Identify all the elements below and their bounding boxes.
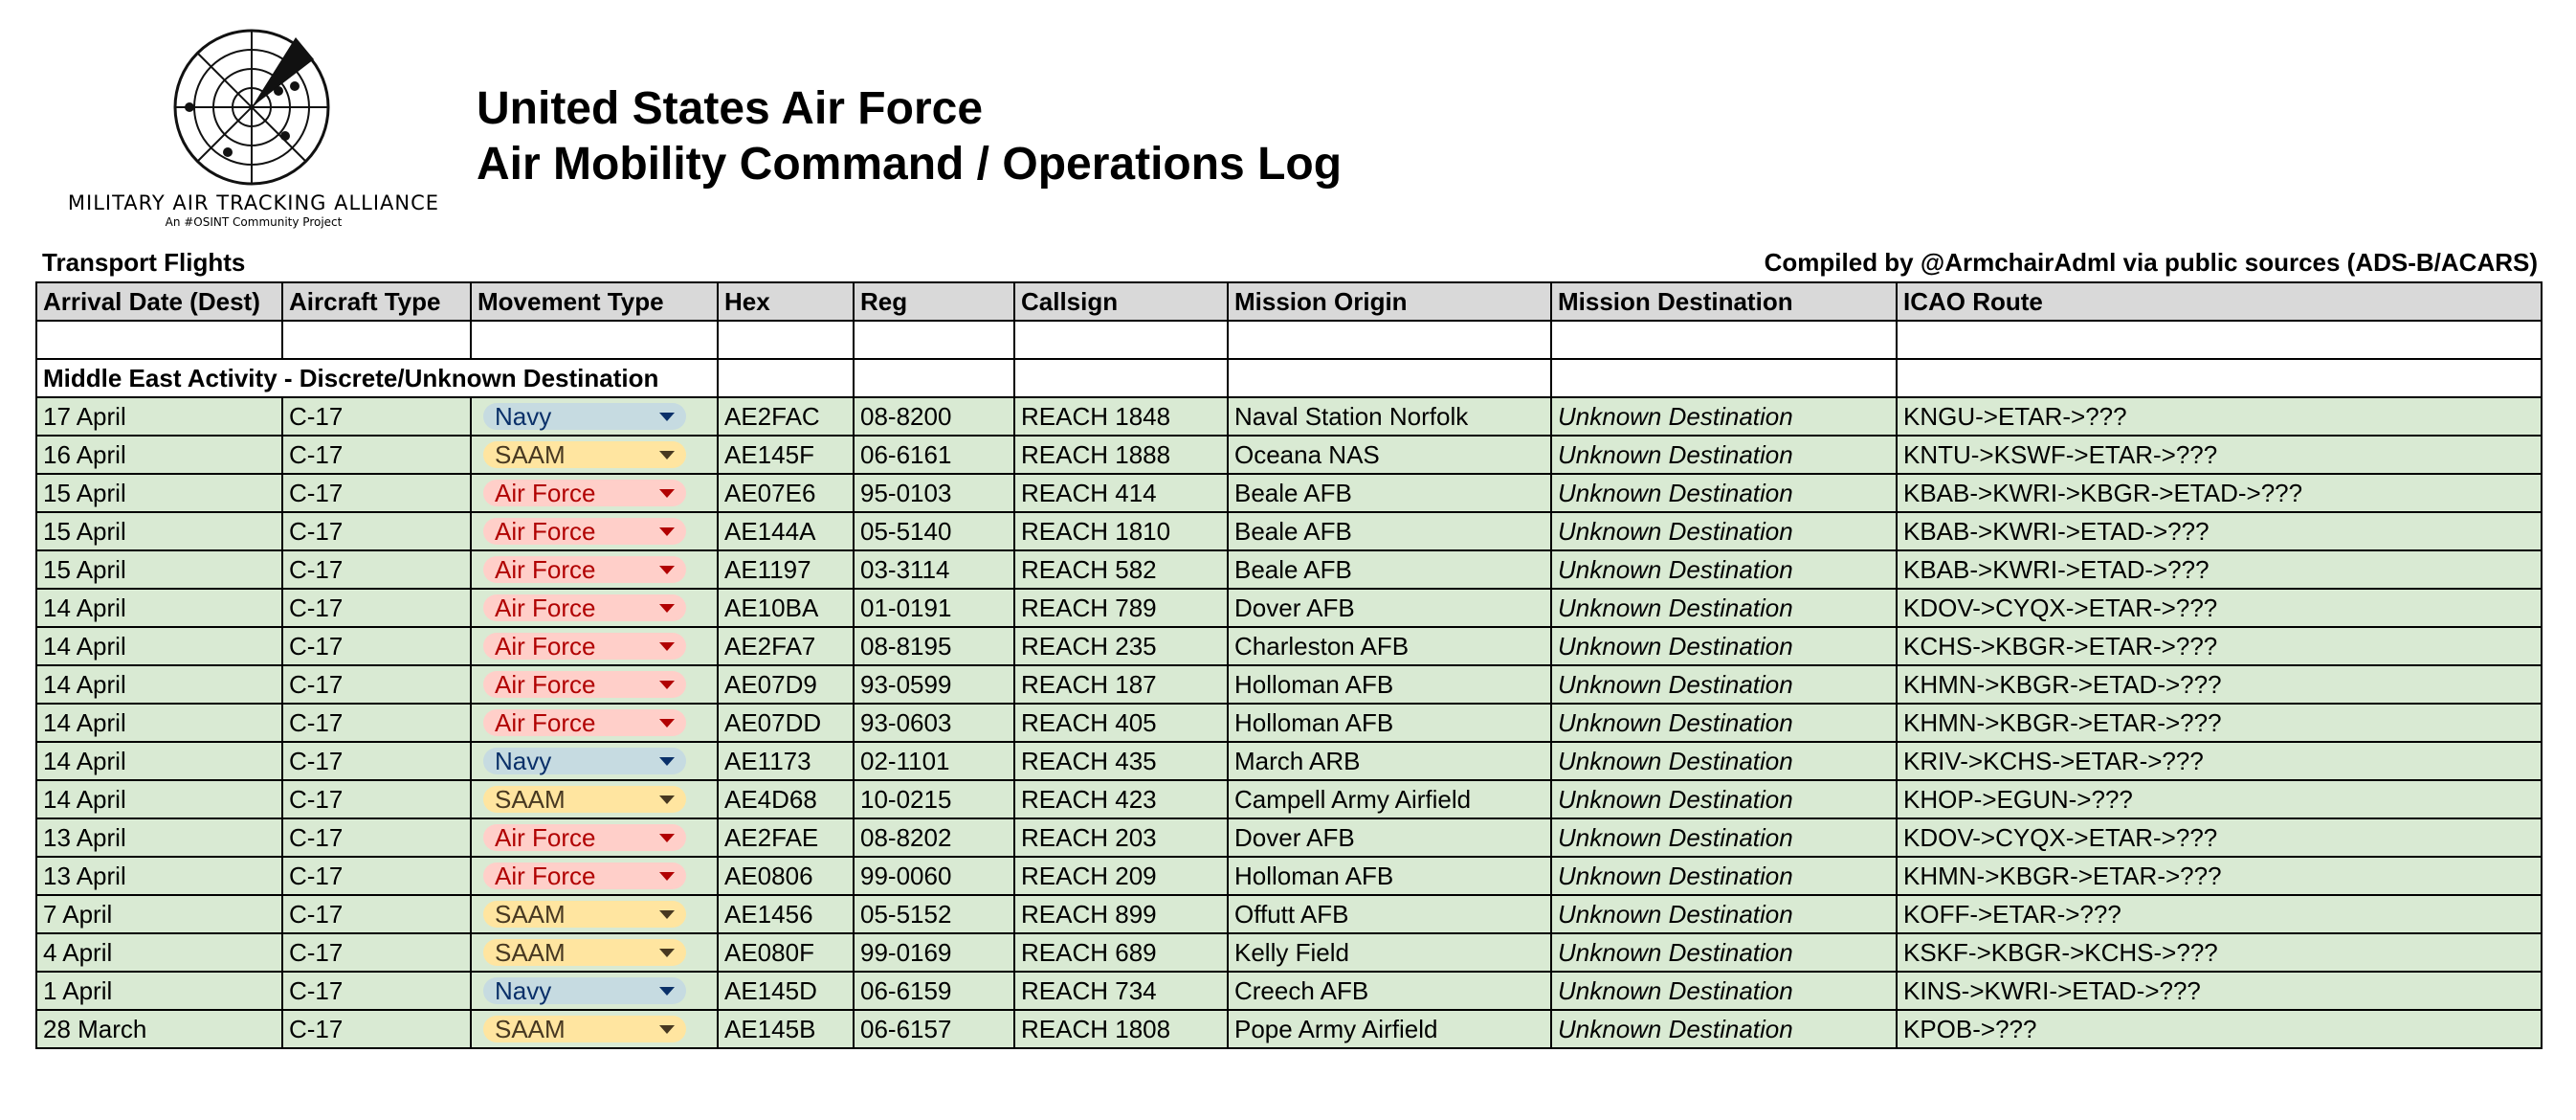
- movement-type-dropdown[interactable]: [483, 939, 686, 966]
- dest-cell[interactable]: Unknown Destination: [1551, 397, 1897, 436]
- movement-type-label: Navy: [495, 401, 552, 431]
- movement-type-dropdown[interactable]: [483, 480, 686, 506]
- callsign-cell[interactable]: REACH 405: [1014, 704, 1228, 742]
- dest-cell[interactable]: Unknown Destination: [1551, 818, 1897, 857]
- column-header[interactable]: Aircraft Type: [282, 282, 471, 321]
- hex-cell[interactable]: AE2FAE: [718, 818, 854, 857]
- hex-cell[interactable]: AE10BA: [718, 589, 854, 627]
- movement-type-label: Air Force: [495, 516, 596, 546]
- route-cell[interactable]: KNGU->ETAR->???: [1897, 397, 2542, 436]
- route-cell[interactable]: KHMN->KBGR->ETAR->???: [1897, 704, 2542, 742]
- hex-cell[interactable]: AE145D: [718, 972, 854, 1010]
- date-cell[interactable]: 14 April: [36, 704, 282, 742]
- hex-cell[interactable]: AE2FAC: [718, 397, 854, 436]
- section-label: Transport Flights: [42, 248, 246, 277]
- dropdown-arrow-icon[interactable]: [659, 834, 675, 842]
- column-header[interactable]: Movement Type: [471, 282, 718, 321]
- column-header[interactable]: Reg: [854, 282, 1014, 321]
- movement-type-cell[interactable]: [471, 857, 718, 895]
- cell[interactable]: [1228, 359, 1551, 397]
- date-cell[interactable]: 14 April: [36, 780, 282, 818]
- type-cell[interactable]: C-17: [282, 780, 471, 818]
- cell[interactable]: [1228, 321, 1551, 359]
- hex-cell[interactable]: AE1456: [718, 895, 854, 933]
- reg-cell[interactable]: 08-8202: [854, 818, 1014, 857]
- type-cell[interactable]: C-17: [282, 704, 471, 742]
- cell[interactable]: [1551, 321, 1897, 359]
- movement-type-cell[interactable]: [471, 704, 718, 742]
- movement-type-dropdown[interactable]: [483, 748, 686, 774]
- table-row: [36, 818, 2542, 857]
- column-header[interactable]: Mission Origin: [1228, 282, 1551, 321]
- callsign-cell[interactable]: REACH 1810: [1014, 512, 1228, 550]
- origin-cell[interactable]: Holloman AFB: [1228, 665, 1551, 704]
- type-cell[interactable]: C-17: [282, 627, 471, 665]
- route-cell[interactable]: KDOV->CYQX->ETAR->???: [1897, 589, 2542, 627]
- reg-cell[interactable]: 99-0169: [854, 933, 1014, 972]
- origin-cell[interactable]: Holloman AFB: [1228, 704, 1551, 742]
- reg-cell[interactable]: 01-0191: [854, 589, 1014, 627]
- movement-type-dropdown[interactable]: [483, 862, 686, 889]
- movement-type-dropdown[interactable]: [483, 671, 686, 698]
- origin-cell[interactable]: Charleston AFB: [1228, 627, 1551, 665]
- column-header[interactable]: Mission Destination: [1551, 282, 1897, 321]
- reg-cell[interactable]: 02-1101: [854, 742, 1014, 780]
- movement-type-dropdown[interactable]: [483, 1016, 686, 1042]
- table-row: [36, 857, 2542, 895]
- page-title-line1: United States Air Force: [477, 83, 984, 134]
- origin-cell[interactable]: Beale AFB: [1228, 474, 1551, 512]
- route-cell[interactable]: KHMN->KBGR->ETAR->???: [1897, 857, 2542, 895]
- hex-cell[interactable]: AE07DD: [718, 704, 854, 742]
- dest-cell[interactable]: Unknown Destination: [1551, 1010, 1897, 1048]
- hex-cell[interactable]: AE080F: [718, 933, 854, 972]
- movement-type-dropdown[interactable]: [483, 518, 686, 545]
- reg-cell[interactable]: 05-5140: [854, 512, 1014, 550]
- movement-type-cell[interactable]: [471, 742, 718, 780]
- date-cell[interactable]: 14 April: [36, 627, 282, 665]
- movement-type-cell[interactable]: [471, 627, 718, 665]
- callsign-cell[interactable]: REACH 1848: [1014, 397, 1228, 436]
- movement-type-dropdown[interactable]: [483, 977, 686, 1004]
- dest-cell[interactable]: Unknown Destination: [1551, 857, 1897, 895]
- movement-type-label: Air Force: [495, 631, 596, 661]
- dropdown-arrow-icon[interactable]: [659, 681, 675, 689]
- type-cell[interactable]: C-17: [282, 436, 471, 474]
- movement-type-cell[interactable]: [471, 512, 718, 550]
- origin-cell[interactable]: Dover AFB: [1228, 589, 1551, 627]
- movement-type-label: SAAM: [495, 439, 566, 469]
- movement-type-cell[interactable]: [471, 550, 718, 589]
- cell[interactable]: [1551, 359, 1897, 397]
- date-cell[interactable]: 14 April: [36, 665, 282, 704]
- hex-cell[interactable]: AE145B: [718, 1010, 854, 1048]
- origin-cell[interactable]: Holloman AFB: [1228, 857, 1551, 895]
- header-row: [36, 282, 2542, 321]
- movement-type-cell[interactable]: [471, 474, 718, 512]
- movement-type-dropdown[interactable]: [483, 824, 686, 851]
- dest-cell[interactable]: Unknown Destination: [1551, 704, 1897, 742]
- movement-type-label: SAAM: [495, 1014, 566, 1043]
- cell[interactable]: [1897, 321, 2542, 359]
- date-cell[interactable]: 4 April: [36, 933, 282, 972]
- movement-type-dropdown[interactable]: [483, 786, 686, 813]
- hex-cell[interactable]: AE4D68: [718, 780, 854, 818]
- callsign-cell[interactable]: REACH 899: [1014, 895, 1228, 933]
- movement-type-cell[interactable]: [471, 895, 718, 933]
- page-title-line2: Air Mobility Command / Operations Log: [477, 139, 1343, 190]
- table-row: [36, 780, 2542, 818]
- group-title-row: [36, 359, 2542, 397]
- route-cell[interactable]: KBAB->KWRI->ETAD->???: [1897, 512, 2542, 550]
- route-cell[interactable]: KOFF->ETAR->???: [1897, 895, 2542, 933]
- date-cell[interactable]: 17 April: [36, 397, 282, 436]
- cell[interactable]: [282, 321, 471, 359]
- dropdown-arrow-icon[interactable]: [659, 757, 675, 766]
- group-title[interactable]: Middle East Activity - Discrete/Unknown Destination: [36, 359, 718, 397]
- movement-type-cell[interactable]: [471, 436, 718, 474]
- movement-type-label: Air Force: [495, 554, 596, 584]
- matA-logo: [48, 21, 459, 232]
- movement-type-dropdown[interactable]: [483, 403, 686, 430]
- movement-type-label: SAAM: [495, 899, 566, 929]
- date-cell[interactable]: 7 April: [36, 895, 282, 933]
- hex-cell[interactable]: AE1173: [718, 742, 854, 780]
- cell[interactable]: [471, 321, 718, 359]
- callsign-cell[interactable]: REACH 734: [1014, 972, 1228, 1010]
- reg-cell[interactable]: 08-8195: [854, 627, 1014, 665]
- table-row: [36, 704, 2542, 742]
- dropdown-arrow-icon[interactable]: [659, 604, 675, 613]
- route-cell[interactable]: KHOP->EGUN->???: [1897, 780, 2542, 818]
- hex-cell[interactable]: AE145F: [718, 436, 854, 474]
- callsign-cell[interactable]: REACH 789: [1014, 589, 1228, 627]
- date-cell[interactable]: 13 April: [36, 857, 282, 895]
- hex-cell[interactable]: AE07E6: [718, 474, 854, 512]
- type-cell[interactable]: C-17: [282, 512, 471, 550]
- origin-cell[interactable]: Campell Army Airfield: [1228, 780, 1551, 818]
- callsign-cell[interactable]: REACH 414: [1014, 474, 1228, 512]
- movement-type-cell[interactable]: [471, 397, 718, 436]
- column-header[interactable]: Hex: [718, 282, 854, 321]
- dropdown-arrow-icon[interactable]: [659, 795, 675, 804]
- logo-tagline: An #OSINT Community Project: [165, 215, 343, 229]
- movement-type-dropdown[interactable]: [483, 633, 686, 660]
- cell[interactable]: [854, 321, 1014, 359]
- dropdown-arrow-icon[interactable]: [659, 489, 675, 498]
- reg-cell[interactable]: 06-6157: [854, 1010, 1014, 1048]
- route-cell[interactable]: KSKF->KBGR->KCHS->???: [1897, 933, 2542, 972]
- movement-type-cell[interactable]: [471, 589, 718, 627]
- movement-type-label: Air Force: [495, 822, 596, 852]
- movement-type-label: SAAM: [495, 784, 566, 814]
- callsign-cell[interactable]: REACH 689: [1014, 933, 1228, 972]
- origin-cell[interactable]: Offutt AFB: [1228, 895, 1551, 933]
- callsign-cell[interactable]: REACH 203: [1014, 818, 1228, 857]
- callsign-cell[interactable]: REACH 209: [1014, 857, 1228, 895]
- type-cell[interactable]: C-17: [282, 397, 471, 436]
- movement-type-dropdown[interactable]: [483, 441, 686, 468]
- reg-cell[interactable]: 06-6159: [854, 972, 1014, 1010]
- type-cell[interactable]: C-17: [282, 474, 471, 512]
- type-cell[interactable]: C-17: [282, 742, 471, 780]
- hex-cell[interactable]: AE07D9: [718, 665, 854, 704]
- movement-type-label: Air Force: [495, 478, 596, 507]
- dest-cell[interactable]: Unknown Destination: [1551, 665, 1897, 704]
- movement-type-label: Air Force: [495, 707, 596, 737]
- dest-cell[interactable]: Unknown Destination: [1551, 742, 1897, 780]
- dropdown-arrow-icon[interactable]: [659, 451, 675, 459]
- hex-cell[interactable]: AE2FA7: [718, 627, 854, 665]
- dropdown-arrow-icon[interactable]: [659, 949, 675, 957]
- callsign-cell[interactable]: REACH 187: [1014, 665, 1228, 704]
- dest-cell[interactable]: Unknown Destination: [1551, 780, 1897, 818]
- origin-cell[interactable]: Pope Army Airfield: [1228, 1010, 1551, 1048]
- cell[interactable]: [1014, 359, 1228, 397]
- type-cell[interactable]: C-17: [282, 895, 471, 933]
- dest-cell[interactable]: Unknown Destination: [1551, 933, 1897, 972]
- origin-cell[interactable]: Creech AFB: [1228, 972, 1551, 1010]
- table-row: [36, 665, 2542, 704]
- date-cell[interactable]: 15 April: [36, 550, 282, 589]
- route-cell[interactable]: KHMN->KBGR->ETAD->???: [1897, 665, 2542, 704]
- movement-type-dropdown[interactable]: [483, 901, 686, 928]
- dest-cell[interactable]: Unknown Destination: [1551, 550, 1897, 589]
- table-row: [36, 550, 2542, 589]
- type-cell[interactable]: C-17: [282, 972, 471, 1010]
- table-row: [36, 589, 2542, 627]
- movement-type-label: Navy: [495, 746, 552, 775]
- dropdown-arrow-icon[interactable]: [659, 910, 675, 919]
- dropdown-arrow-icon[interactable]: [659, 1025, 675, 1034]
- route-cell[interactable]: KPOB->???: [1897, 1010, 2542, 1048]
- callsign-cell[interactable]: REACH 435: [1014, 742, 1228, 780]
- dropdown-arrow-icon[interactable]: [659, 987, 675, 996]
- column-header[interactable]: Arrival Date (Dest): [36, 282, 282, 321]
- reg-cell[interactable]: 06-6161: [854, 436, 1014, 474]
- reg-cell[interactable]: 05-5152: [854, 895, 1014, 933]
- date-cell[interactable]: 16 April: [36, 436, 282, 474]
- movement-type-cell[interactable]: [471, 933, 718, 972]
- origin-cell[interactable]: Beale AFB: [1228, 550, 1551, 589]
- cell[interactable]: [718, 359, 854, 397]
- callsign-cell[interactable]: REACH 1888: [1014, 436, 1228, 474]
- dropdown-arrow-icon[interactable]: [659, 642, 675, 651]
- route-cell[interactable]: KINS->KWRI->ETAD->???: [1897, 972, 2542, 1010]
- movement-type-dropdown[interactable]: [483, 594, 686, 621]
- dest-cell[interactable]: Unknown Destination: [1551, 627, 1897, 665]
- route-cell[interactable]: KCHS->KBGR->ETAR->???: [1897, 627, 2542, 665]
- table-row: [36, 933, 2542, 972]
- movement-type-cell[interactable]: [471, 665, 718, 704]
- date-cell[interactable]: 14 April: [36, 742, 282, 780]
- cell[interactable]: [1014, 321, 1228, 359]
- movement-type-label: Air Force: [495, 861, 596, 890]
- dropdown-arrow-icon[interactable]: [659, 413, 675, 421]
- reg-cell[interactable]: 99-0060: [854, 857, 1014, 895]
- reg-cell[interactable]: 95-0103: [854, 474, 1014, 512]
- callsign-cell[interactable]: REACH 1808: [1014, 1010, 1228, 1048]
- origin-cell[interactable]: Kelly Field: [1228, 933, 1551, 972]
- origin-cell[interactable]: Naval Station Norfolk: [1228, 397, 1551, 436]
- dest-cell[interactable]: Unknown Destination: [1551, 972, 1897, 1010]
- cell[interactable]: [1897, 359, 2542, 397]
- route-cell[interactable]: KDOV->CYQX->ETAR->???: [1897, 818, 2542, 857]
- route-cell[interactable]: KRIV->KCHS->ETAR->???: [1897, 742, 2542, 780]
- radar-logo-icon: [170, 26, 333, 189]
- dropdown-arrow-icon[interactable]: [659, 566, 675, 574]
- route-cell[interactable]: KNTU->KSWF->ETAR->???: [1897, 436, 2542, 474]
- table-row: [36, 512, 2542, 550]
- table-row: [36, 1010, 2542, 1048]
- cell[interactable]: [854, 359, 1014, 397]
- movement-type-label: Navy: [495, 975, 552, 1005]
- origin-cell[interactable]: Beale AFB: [1228, 512, 1551, 550]
- table-row: [36, 436, 2542, 474]
- movement-type-cell[interactable]: [471, 780, 718, 818]
- table-row: [36, 742, 2542, 780]
- type-cell[interactable]: C-17: [282, 550, 471, 589]
- table-row: [36, 627, 2542, 665]
- type-cell[interactable]: C-17: [282, 818, 471, 857]
- movement-type-label: Air Force: [495, 669, 596, 699]
- dropdown-arrow-icon[interactable]: [659, 527, 675, 536]
- reg-cell[interactable]: 93-0599: [854, 665, 1014, 704]
- route-cell[interactable]: KBAB->KWRI->ETAD->???: [1897, 550, 2542, 589]
- reg-cell[interactable]: 03-3114: [854, 550, 1014, 589]
- reg-cell[interactable]: 10-0215: [854, 780, 1014, 818]
- movement-type-cell[interactable]: [471, 972, 718, 1010]
- callsign-cell[interactable]: REACH 235: [1014, 627, 1228, 665]
- type-cell[interactable]: C-17: [282, 857, 471, 895]
- origin-cell[interactable]: March ARB: [1228, 742, 1551, 780]
- table-row: [36, 895, 2542, 933]
- date-cell[interactable]: 28 March: [36, 1010, 282, 1048]
- dest-cell[interactable]: Unknown Destination: [1551, 589, 1897, 627]
- type-cell[interactable]: C-17: [282, 933, 471, 972]
- hex-cell[interactable]: AE1197: [718, 550, 854, 589]
- reg-cell[interactable]: 93-0603: [854, 704, 1014, 742]
- blank-row: [36, 321, 2542, 359]
- date-cell[interactable]: 15 April: [36, 474, 282, 512]
- dest-cell[interactable]: Unknown Destination: [1551, 512, 1897, 550]
- dest-cell[interactable]: Unknown Destination: [1551, 436, 1897, 474]
- column-header[interactable]: ICAO Route: [1897, 282, 2542, 321]
- table-row: [36, 972, 2542, 1010]
- movement-type-dropdown[interactable]: [483, 709, 686, 736]
- column-header[interactable]: Callsign: [1014, 282, 1228, 321]
- route-cell[interactable]: KBAB->KWRI->KBGR->ETAD->???: [1897, 474, 2542, 512]
- type-cell[interactable]: C-17: [282, 665, 471, 704]
- reg-cell[interactable]: 08-8200: [854, 397, 1014, 436]
- credit-text: Compiled by @ArmchairAdml via public sources (ADS-B/ACARS): [1764, 248, 2538, 277]
- cell[interactable]: [36, 321, 282, 359]
- hex-cell[interactable]: AE0806: [718, 857, 854, 895]
- callsign-cell[interactable]: REACH 423: [1014, 780, 1228, 818]
- dropdown-arrow-icon[interactable]: [659, 872, 675, 881]
- operations-log-table: [35, 281, 2543, 1049]
- movement-type-label: SAAM: [495, 937, 566, 967]
- movement-type-cell[interactable]: [471, 1010, 718, 1048]
- type-cell[interactable]: C-17: [282, 589, 471, 627]
- dest-cell[interactable]: Unknown Destination: [1551, 895, 1897, 933]
- logo-name: MILITARY AIR TRACKING ALLIANCE: [67, 191, 440, 214]
- hex-cell[interactable]: AE144A: [718, 512, 854, 550]
- movement-type-cell[interactable]: [471, 818, 718, 857]
- dest-cell[interactable]: Unknown Destination: [1551, 474, 1897, 512]
- cell[interactable]: [718, 321, 854, 359]
- origin-cell[interactable]: Dover AFB: [1228, 818, 1551, 857]
- date-cell[interactable]: 14 April: [36, 589, 282, 627]
- table-row: [36, 397, 2542, 436]
- movement-type-dropdown[interactable]: [483, 556, 686, 583]
- date-cell[interactable]: 1 April: [36, 972, 282, 1010]
- date-cell[interactable]: 13 April: [36, 818, 282, 857]
- date-cell[interactable]: 15 April: [36, 512, 282, 550]
- movement-type-label: Air Force: [495, 593, 596, 622]
- type-cell[interactable]: C-17: [282, 1010, 471, 1048]
- table-row: [36, 474, 2542, 512]
- dropdown-arrow-icon[interactable]: [659, 719, 675, 728]
- origin-cell[interactable]: Oceana NAS: [1228, 436, 1551, 474]
- callsign-cell[interactable]: REACH 582: [1014, 550, 1228, 589]
